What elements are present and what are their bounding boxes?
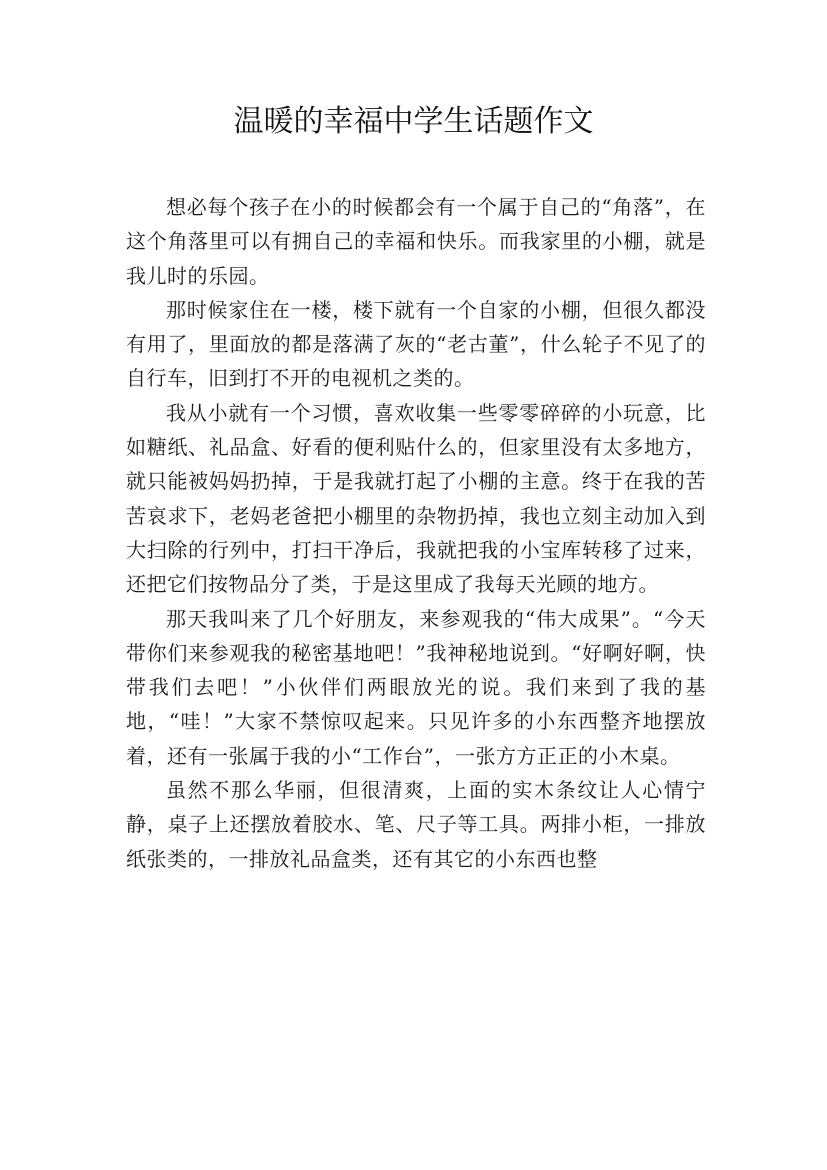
paragraph: 我从小就有一个习惯，喜欢收集一些零零碎碎的小玩意，比如糖纸、礼品盒、好看的便利贴什么的，但家里没有太多地方，就只能被妈妈扔掉，于是我就打起了小棚的主意。终于在我的苦苦哀求下，老妈老爸把小棚里的杂物扔掉，我也立刻主动加入到大扫除的行列中，打扫干净后，我就把我的小宝库转移了过来，还把它们按物品分了类，于是这里成了我每天光顾的地方。 <box>126 400 706 597</box>
paragraph: 想必每个孩子在小的时候都会有一个属于自己的“角落”，在这个角落里可以有拥自己的幸福和快乐。而我家里的小棚，就是我儿时的乐园。 <box>126 195 706 288</box>
essay-body <box>126 190 706 876</box>
paragraph: 那天我叫来了几个好朋友，来参观我的“伟大成果”。“今天带你们来参观我的秘密基地吧！”我神秘地说到。“好啊好啊，快带我们去吧！”小伙伴们两眼放光的说。我们来到了我的基地，“哇！”大家不禁惊叹起来。只见许多的小东西整齐地摆放着，还有一张属于我的小“工作台”，一张方方正正的小木桌。 <box>126 606 706 768</box>
paragraph: 那时候家住在一楼，楼下就有一个自家的小棚，但很久都没有用了，里面放的都是落满了灰的“老古董”，什么轮子不见了的自行车，旧到打不开的电视机之类的。 <box>126 297 706 391</box>
paragraph: 虽然不那么华丽，但很清爽，上面的实木条纹让人心情宁静，桌子上还摆放着胶水、笔、尺子等工具。两排小柜，一排放纸张类的，一排放礼品盒类，还有其它的小东西也整 <box>126 778 706 871</box>
page-title: 温暖的幸福中学生话题作文 <box>233 104 594 139</box>
